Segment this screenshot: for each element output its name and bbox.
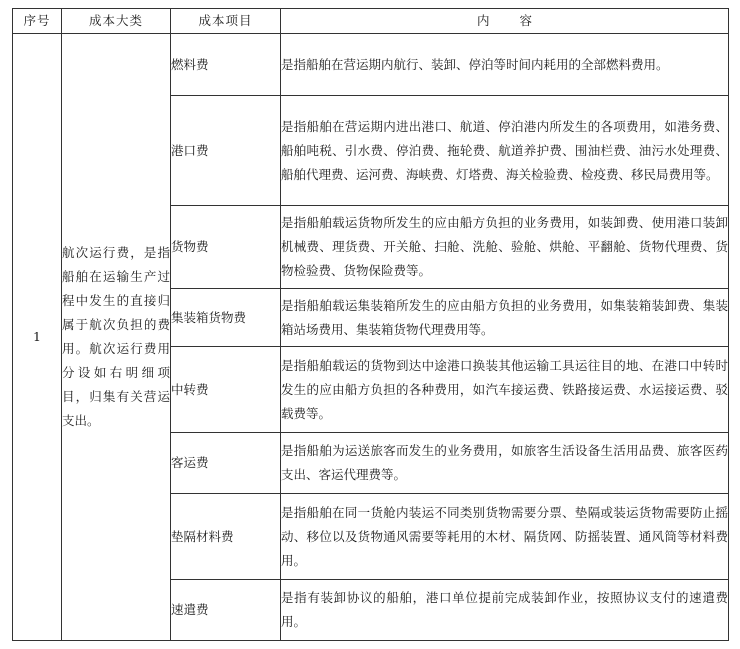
content-cell: 是指船舶载运的货物到达中途港口换装其他运输工具运往目的地、在港口中转时发生的应由船方负担的各种费用，如汽车接运费、铁路接运费、水运接运费、驳载费等。	[281, 347, 729, 433]
content-cell: 是指船舶为运送旅客而发生的业务费用，如旅客生活设备生活用品费、旅客医药支出、客运代理费等。	[281, 433, 729, 494]
content-cell: 是指有装卸协议的船舶，港口单位提前完成装卸作业，按照协议支付的速遣费用。	[281, 580, 729, 641]
header-content: 内容	[281, 9, 729, 34]
item-cell: 中转费	[171, 347, 281, 433]
item-cell: 速遣费	[171, 580, 281, 641]
item-cell: 客运费	[171, 433, 281, 494]
table-header-row	[13, 9, 729, 34]
voyage-cost-table	[12, 8, 729, 641]
category-cell: 航次运行费，是指船舶在运输生产过程中发生的直接归属于航次负担的费用。航次运行费用分设如右明细项目，归集有关营运支出。	[62, 34, 171, 641]
item-cell: 货物费	[171, 206, 281, 289]
item-cell: 集装箱货物费	[171, 289, 281, 347]
content-cell: 是指船舶在同一货舱内装运不同类别货物需要分票、垫隔或装运货物需要防止摇动、移位以及货物通风需要等耗用的木材、隔货网、防摇装置、通风筒等材料费用。	[281, 494, 729, 580]
content-cell: 是指船舶在营运期内航行、装卸、停泊等时间内耗用的全部燃料费用。	[281, 34, 729, 96]
header-category: 成本大类	[62, 9, 171, 34]
content-cell: 是指船舶在营运期内进出港口、航道、停泊港内所发生的各项费用，如港务费、船舶吨税、引水费、停泊费、拖轮费、航道养护费、围油栏费、油污水处理费、船舶代理费、运河费、海峡费、灯塔费、海关检验费、检疫费、移民局费用等。	[281, 96, 729, 206]
header-seq: 序号	[13, 9, 62, 34]
content-cell: 是指船舶载运货物所发生的应由船方负担的业务费用，如装卸费、使用港口装卸机械费、理货费、开关舱、扫舱、洗舱、验舱、烘舱、平翻舱、货物代理费、货物检验费、货物保险费等。	[281, 206, 729, 289]
seq-cell: 1	[13, 34, 62, 641]
table-row	[13, 34, 729, 96]
content-cell: 是指船舶载运集装箱所发生的应由船方负担的业务费用，如集装箱装卸费、集装箱站场费用、集装箱货物代理费用等。	[281, 289, 729, 347]
item-cell: 港口费	[171, 96, 281, 206]
header-item: 成本项目	[171, 9, 281, 34]
item-cell: 垫隔材料费	[171, 494, 281, 580]
item-cell: 燃料费	[171, 34, 281, 96]
